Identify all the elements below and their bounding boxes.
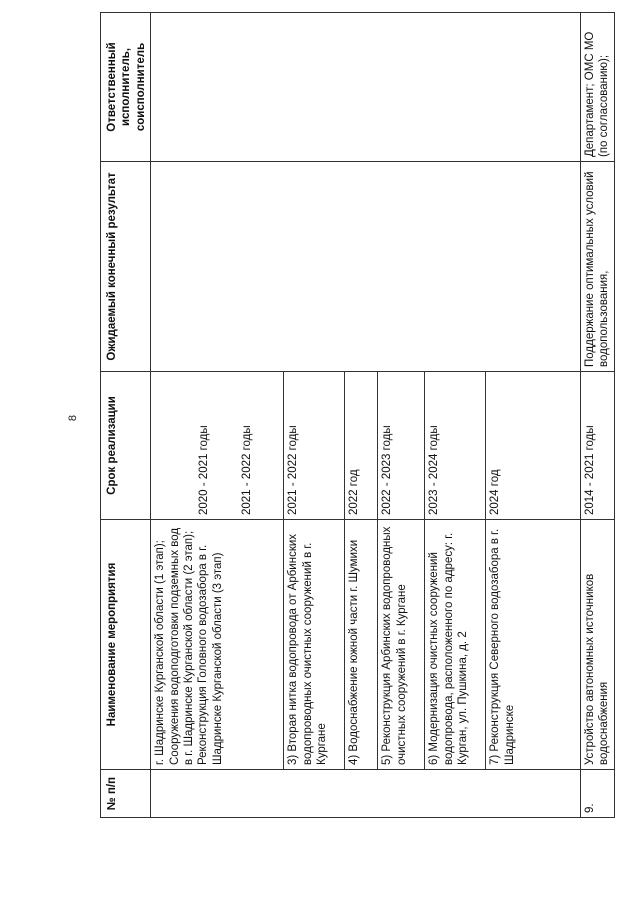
table-row-block bbox=[151, 13, 581, 818]
header-responsible: Ответственный исполнитель, соисполнитель bbox=[101, 13, 151, 162]
list-item: 2022 - 2023 годы bbox=[378, 372, 425, 519]
term-cell bbox=[151, 372, 581, 520]
rotated-document bbox=[100, 13, 615, 818]
term-line-1: 2020 - 2021 годы bbox=[198, 425, 211, 515]
name-line-2: Сооружения водоподготовки подземных вод в г. Шадринске Курганской области (2 этап); bbox=[168, 527, 195, 765]
name-line-3: Реконструкция Головного водозабора в г. Шадринске Курганской области (3 этап) bbox=[197, 544, 224, 765]
result-cell-empty bbox=[151, 162, 581, 372]
list-item bbox=[151, 520, 284, 769]
list-item: 2023 - 2024 годы bbox=[425, 372, 486, 519]
page-number: 8 bbox=[67, 414, 80, 422]
list-item: 2022 год bbox=[345, 372, 378, 519]
header-num: № п/п bbox=[101, 770, 151, 818]
name-line-1: г. Шадринске Курганской области (1 этап); bbox=[154, 540, 167, 765]
list-item bbox=[151, 372, 284, 519]
list-item: 3) Вторая нитка водопровода от Арбинских водопроводных очистных сооружений в г. Кургане bbox=[284, 520, 345, 769]
header-result: Ожидаемый конечный результат bbox=[101, 162, 151, 372]
row9-name: Устройство автономных источников водоснабжения bbox=[581, 520, 615, 770]
list-item: 2021 - 2022 годы bbox=[284, 372, 345, 519]
row9-result: Поддержание оптимальных условий водопользования, bbox=[581, 162, 615, 372]
list-item: 5) Реконструкция Арбинских водопроводных очистных сооружений в г. Кургане bbox=[378, 520, 425, 769]
list-item: 7) Реконструкция Северного водозабора в г. Шадринске bbox=[489, 528, 516, 765]
row9-term: 2014 - 2021 годы bbox=[581, 372, 615, 520]
row-num-empty bbox=[151, 770, 581, 818]
header-name: Наименование мероприятия bbox=[101, 520, 151, 770]
measures-table bbox=[100, 12, 615, 818]
row9-num: 9. bbox=[581, 770, 615, 818]
row9-responsible: Департамент; ОМС МО (по согласованию); bbox=[581, 13, 615, 162]
table-row bbox=[581, 13, 615, 818]
responsible-cell-empty bbox=[151, 13, 581, 162]
list-item: 2024 год bbox=[489, 469, 502, 515]
list-item: 6) Модернизация очистных сооружений водопровода, расположенного по адресу: г. Курган, ул. Пушкина, д. 2 bbox=[425, 520, 486, 769]
header-row bbox=[101, 13, 151, 818]
list-item: 4) Водоснабжение южной части г. Шумихи bbox=[345, 520, 378, 769]
name-cell bbox=[151, 520, 581, 770]
header-term: Срок реализации bbox=[101, 372, 151, 520]
term-line-2: 2021 - 2022 годы bbox=[240, 425, 253, 515]
